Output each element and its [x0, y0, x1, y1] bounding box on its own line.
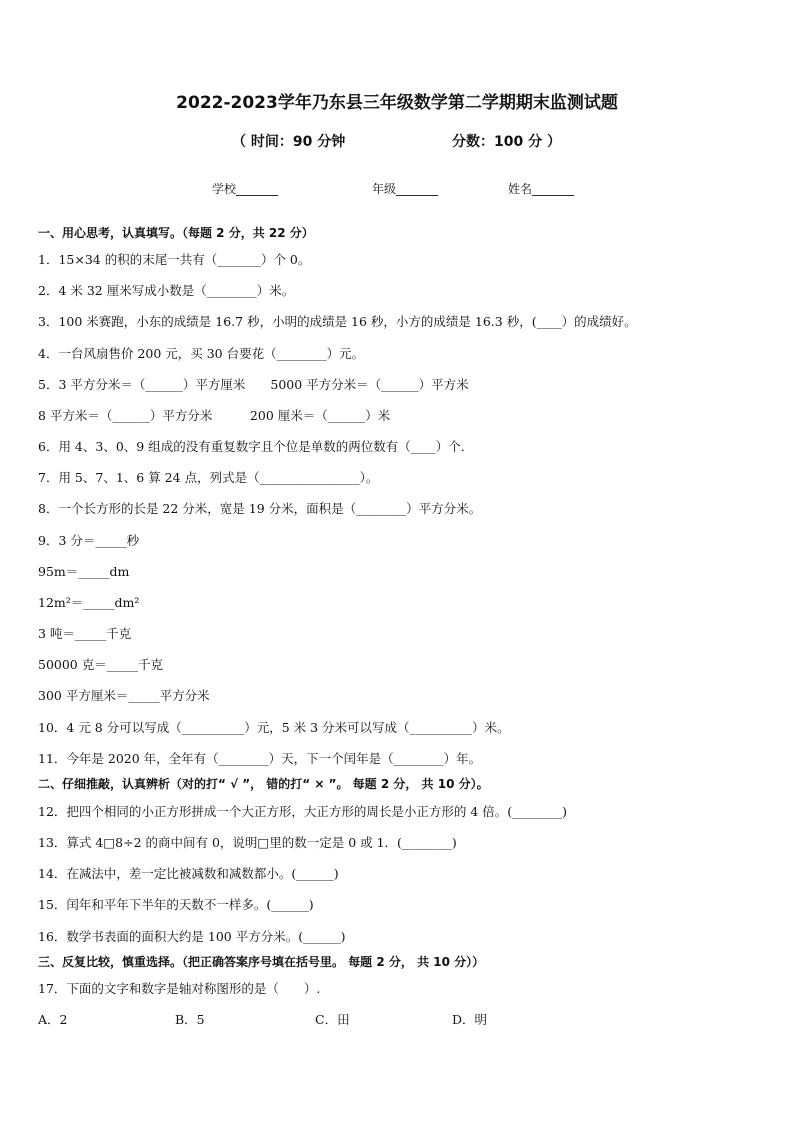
question-2: 2．4 米 32 厘米写成小数是（________）米。 [38, 283, 295, 298]
option-c: C．田 [315, 1012, 350, 1027]
question-4: 4．一台风扇售价 200 元，买 30 台要花（________）元。 [38, 346, 365, 361]
question-12: 12．把四个相同的小正方形拼成一个大正方形，大正方形的周长是小正方形的 4 倍。(________) [38, 804, 568, 819]
question-17: 17．下面的文字和数字是轴对称图形的是（ ）. [38, 981, 321, 996]
question-13: 13．算式 4□8÷2 的商中间有 0，说明□里的数一定是 0 或 1．(________) [38, 835, 457, 850]
question-5a: 5．3 平方分米＝（______）平方厘米 5000 平方分米＝（______）平方米 [38, 377, 469, 392]
question-3: 3．100 米赛跑，小东的成绩是 16.7 秒，小明的成绩是 16 秒，小方的成绩是 16.3 秒，(____）的成绩好。 [38, 314, 637, 329]
question-7: 7．用 5、7、1、6 算 24 点，列式是（________________）。 [38, 470, 379, 485]
question-9f: 300 平方厘米＝_____平方分米 [38, 688, 210, 703]
time-label: （ 时间：90 分钟 [232, 134, 346, 150]
option-a: A．2 [38, 1012, 68, 1027]
grade-field: 年级_______ [372, 182, 439, 196]
option-b: B．5 [175, 1012, 205, 1027]
section-1-heading: 一、用心思考，认真填写。（每题 2 分，共 22 分） [38, 226, 314, 240]
question-5b: 8 平方米＝（______）平方分米 200 厘米＝（______）米 [38, 408, 391, 423]
school-field: 学校_______ [212, 182, 279, 196]
question-1: 1．15×34 的积的末尾一共有（_______）个 0。 [38, 252, 311, 267]
question-9b: 95m＝_____dm [38, 564, 130, 579]
section-2-heading: 二、仔细推敲，认真辨析（对的打“ √ ”， 错的打“ × ”。 每题 2 分， 共 10 分）。 [38, 777, 489, 791]
section-3-heading: 三、反复比较，慎重选择。（把正确答案序号填在括号里。 每题 2 分， 共 10 分）） [38, 955, 485, 969]
question-9e: 50000 克＝_____千克 [38, 657, 163, 672]
question-8: 8．一个长方形的长是 22 分米，宽是 19 分米，面积是（________）平方分米。 [38, 501, 482, 516]
question-6: 6．用 4、3、0、9 组成的没有重复数字且个位是单数的两位数有（____）个． [38, 439, 474, 454]
question-10: 10．4 元 8 分可以写成（__________）元，5 米 3 分米可以写成（__________）米。 [38, 720, 510, 735]
page-title: 2022-2023学年乃东县三年级数学第二学期期末监测试题 [176, 93, 618, 113]
question-16: 16．数学书表面的面积大约是 100 平方分米。(______) [38, 929, 346, 944]
name-field: 姓名_______ [508, 182, 575, 196]
score-label: 分数：100 分 ） [452, 134, 561, 150]
option-d: D．明 [452, 1012, 488, 1027]
question-9a: 9．3 分＝_____秒 [38, 533, 140, 548]
question-14: 14．在减法中，差一定比被减数和减数都小。(______) [38, 866, 339, 881]
question-15: 15．闰年和平年下半年的天数不一样多。(______) [38, 897, 314, 912]
question-9c: 12m²＝_____dm² [38, 595, 140, 610]
question-9d: 3 吨＝_____千克 [38, 626, 132, 641]
question-11: 11．今年是 2020 年，全年有（________）天，下一个闰年是（________）年。 [38, 751, 482, 766]
